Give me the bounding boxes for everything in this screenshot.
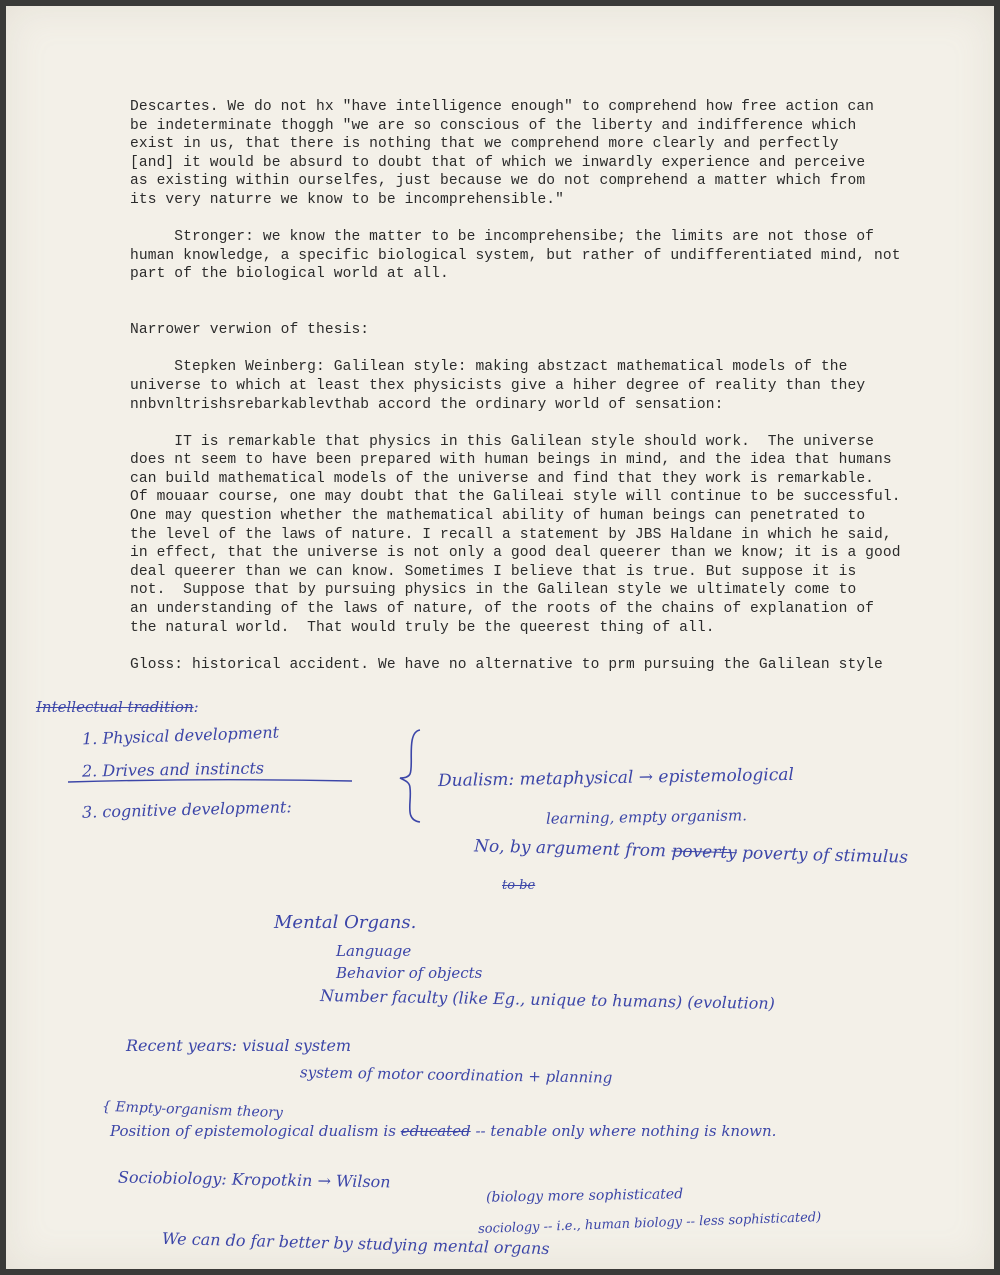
typed-line: Gloss: historical accident. We have no alternative to prm pursuing the Galilean style bbox=[130, 656, 883, 673]
handwritten-recent-years: Recent years: visual system bbox=[126, 1036, 352, 1055]
typed-line: Stronger: we know the matter to be incomprehensibe; the limits are not those of bbox=[130, 229, 875, 246]
struck-fragment: to be bbox=[502, 878, 536, 893]
handwritten-biology-more: (biology more sophisticated bbox=[485, 1186, 684, 1206]
curly-brace bbox=[398, 726, 428, 826]
handwritten-poverty-line: No, by argument from poverty poverty of stimulus bbox=[473, 836, 909, 868]
typed-line: Stepken Weinberg: Galilean style: making abstzact mathematical models of the bbox=[130, 359, 848, 376]
handwritten-behavior: Behavior of objects bbox=[336, 964, 483, 982]
typed-line: the natural world. That would truly be the queerest thing of all. bbox=[130, 619, 715, 636]
typed-line: exist in us, that there is nothing that we comprehend more clearly and perfectly bbox=[130, 136, 839, 153]
typed-line: Of mouaar course, one may doubt that the Galileai style will continue to be successful. bbox=[130, 489, 901, 506]
handwritten-empty-organism: { Empty-organism theory bbox=[101, 1098, 284, 1122]
typed-line: human knowledge, a specific biological system, but rather of undifferentiated mind, not bbox=[130, 247, 901, 264]
handwritten-sociobiology: Sociobiology: Kropotkin → Wilson bbox=[117, 1167, 391, 1192]
typed-text bbox=[130, 98, 960, 674]
paragraph-weinberg bbox=[130, 358, 960, 414]
typed-line: not. Suppose that by pursuing physics in the Galilean style we ultimately come to bbox=[130, 582, 857, 599]
typed-line: Narrower verwion of thesis: bbox=[130, 322, 370, 339]
paragraph-stronger bbox=[130, 228, 960, 284]
document-page bbox=[6, 6, 994, 1269]
handwritten-mental-organs: Mental Organs. bbox=[274, 912, 417, 933]
typed-line: can build mathematical models of the universe and find that they work is remarkable. bbox=[130, 470, 875, 487]
typed-line: nnbvnltrishsrebarkablevthab accord the ordinary world of sensation: bbox=[130, 396, 724, 413]
typed-line: does nt seem to have been prepared with human beings in mind, and the idea that humans bbox=[130, 452, 892, 469]
typed-line: in effect, that the universe is not only a good deal queerer than we know; it is a good bbox=[130, 545, 901, 562]
handwritten-language: Language bbox=[336, 942, 412, 960]
handwritten-number-faculty: Number faculty (like Eg., unique to humans) (evolution) bbox=[319, 986, 776, 1013]
paragraph-gloss bbox=[130, 656, 960, 675]
handwritten-learning: learning, empty organism. bbox=[545, 806, 748, 828]
typed-line: universe to which at least thex physicists give a hiher degree of reality than they bbox=[130, 377, 866, 394]
typed-line: part of the biological world at all. bbox=[130, 266, 449, 283]
typed-line: an understanding of the laws of nature, of the roots of the chains of explanation of bbox=[130, 601, 875, 618]
underline-stroke bbox=[66, 776, 356, 786]
handwritten-item-3: 3. cognitive development: bbox=[81, 797, 292, 822]
struck-heading: Intellectual tradition bbox=[36, 698, 194, 716]
typed-line: its very naturre we know to be incomprehensible." bbox=[130, 191, 565, 208]
typed-line: deal queerer than we can know. Sometimes I believe that is true. But suppose it is bbox=[130, 563, 857, 580]
handwritten-sociology: sociology -- i.e., human biology -- less sophisticated) bbox=[477, 1210, 822, 1237]
handwritten-list-heading: Intellectual tradition: bbox=[36, 698, 199, 716]
typed-line: be indeterminate thoggh "we are so conscious of the liberty and indifference which bbox=[130, 117, 857, 134]
paragraph-descartes bbox=[130, 98, 960, 210]
handwritten-position-line: Position of epistemological dualism is educated -- tenable only where nothing is known. bbox=[110, 1122, 777, 1140]
handwritten-item-2: 2. Drives and instincts bbox=[81, 758, 265, 781]
typed-line: One may question whether the mathematical ability of human beings can penetrated to bbox=[130, 508, 866, 525]
typed-line: [and] it would be absurd to doubt that of which we inwardly experience and perceive bbox=[130, 154, 866, 171]
typed-line: the level of the laws of nature. I recall a statement by JBS Haldane in which he said, bbox=[130, 526, 892, 543]
typed-line: Descartes. We do not hx "have intelligence enough" to comprehend how free action can bbox=[130, 99, 875, 115]
heading-narrower-version bbox=[130, 321, 960, 340]
quote-weinberg bbox=[130, 433, 960, 638]
handwritten-we-can: We can do far better by studying mental organs bbox=[161, 1228, 550, 1259]
typed-line: IT is remarkable that physics in this Galilean style should work. The universe bbox=[130, 433, 875, 450]
handwritten-item-1: 1. Physical development bbox=[81, 722, 280, 749]
handwritten-dualism: Dualism: metaphysical → epistemological bbox=[437, 764, 795, 792]
handwritten-motor-system: system of motor coordination + planning bbox=[299, 1063, 613, 1087]
typed-line: as existing within ourselfes, just because we do not comprehend a matter which from bbox=[130, 173, 866, 190]
